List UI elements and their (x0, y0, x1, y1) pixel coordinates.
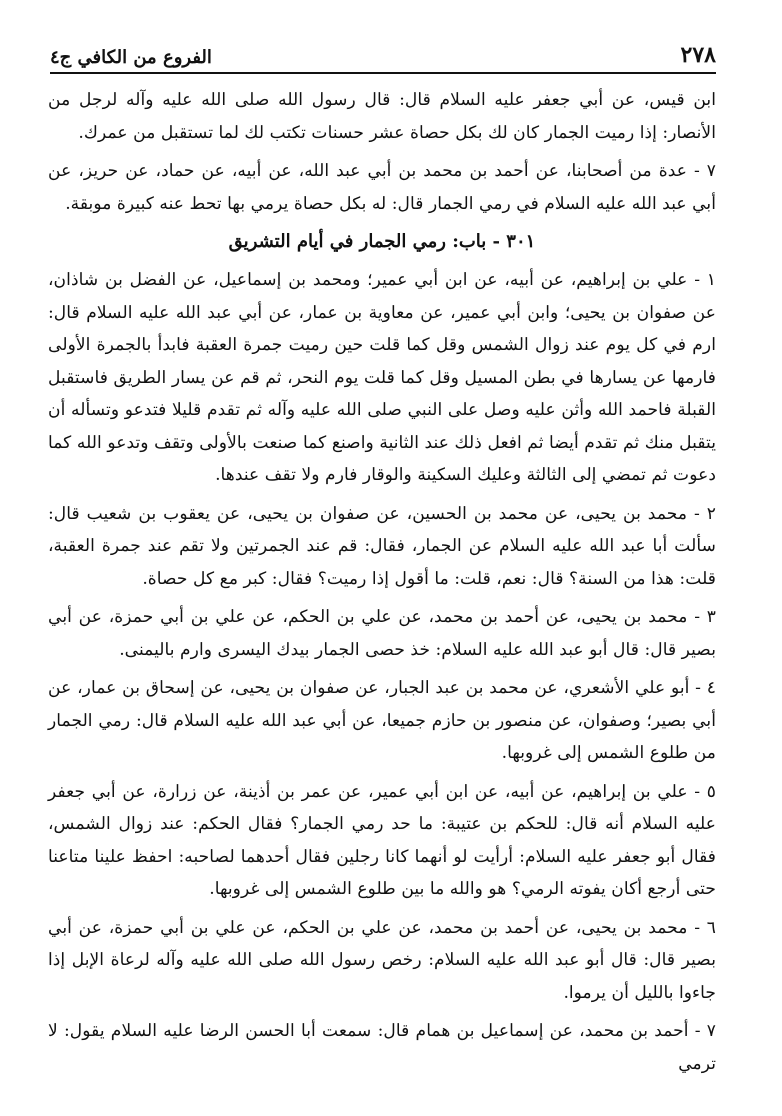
hadith-paragraph: ٤ - أبو علي الأشعري، عن محمد بن عبد الجبار، عن صفوان بن يحيى، عن إسحاق بن عمار، عن أبي بصير؛ وصفوان، عن منصور بن حازم جميعا، عن أبي عبد الله عليه السلام قال: رمي الجمار من طلوع الشمس إلى غروبها. (48, 678, 716, 763)
hadith-paragraph: ٧ - أحمد بن محمد، عن إسماعيل بن همام قال: سمعت أبا الحسن الرضا عليه السلام يقول: لا ترمي (48, 1021, 716, 1074)
hadith-paragraph: ٢ - محمد بن يحيى، عن محمد بن الحسين، عن صفوان بن يحيى، عن يعقوب بن شعيب قال: سألت أبا عبد الله عليه السلام عن الجمار، فقال: قم عند الجمرتين ولا تقم عند جمرة العقبة، قلت: هذا من السنة؟ قال: نعم، قلت: ما أقول إذا رميت؟ فقال: كبر مع كل حصاة. (48, 503, 716, 589)
running-title: الفروع من الكافي ج٤ (50, 47, 212, 68)
chapter-heading: ٣٠١ - باب: رمي الجمار في أيام التشريق (228, 231, 536, 252)
paragraph: ٧ - عدة من أصحابنا، عن أحمد بن محمد بن أبي عبد الله، عن أبيه، عن حماد، عن حريز، عن أبي عبد الله عليه السلام في رمي الجمار قال: له بكل حصاة يرمي بها تحط عنه كبيرة موبقة. (48, 161, 716, 214)
paragraph: ابن قيس، عن أبي جعفر عليه السلام قال: قال رسول الله صلى الله عليه وآله لرجل من الأنصار: إذا رميت الجمار كان لك بكل حصاة عشر حسنات تكتب لك لما تستقبل من عمرك. (48, 90, 716, 143)
hadith-paragraph: ٥ - علي بن إبراهيم، عن أبيه، عن ابن أبي عمير، عن عمر بن أذينة، عن زرارة، عن أبي جعفر عليه السلام أنه قال: للحكم بن عتيبة: ما حد رمي الجمار؟ فقال الحكم: عند زوال الشمس، فقال أبو جعفر عليه السلام: أرأيت لو أنهما كانا رجلين فقال أحدهما لصاحبه: احفظ علينا متاعنا حتى أرجع أكان يفوته الرمي؟ هو والله ما بين طلوع الشمس إلى غروبها. (48, 781, 716, 899)
page-number: ٢٧٨ (680, 42, 716, 68)
page-body (48, 84, 716, 1112)
header-divider (50, 72, 716, 74)
page-header (50, 40, 716, 68)
hadith-paragraph: ٣ - محمد بن يحيى، عن أحمد بن محمد، عن علي بن الحكم، عن علي بن أبي حمزة، عن أبي بصير قال: قال أبو عبد الله عليه السلام: خذ حصى الجمار بيدك اليسرى وارم باليمنى. (48, 607, 716, 660)
hadith-paragraph: ٦ - محمد بن يحيى، عن أحمد بن محمد، عن علي بن الحكم، عن علي بن أبي حمزة، عن أبي بصير قال: قال أبو عبد الله عليه السلام: رخص رسول الله صلى الله عليه وآله لرعاة الإبل إذا جاءوا بالليل أن يرموا. (48, 917, 716, 1003)
hadith-paragraph: ١ - علي بن إبراهيم، عن أبيه، عن ابن أبي عمير؛ ومحمد بن إسماعيل، عن الفضل بن شاذان، عن صفوان بن يحيى؛ وابن أبي عمير، عن معاوية بن عمار، عن أبي عبد الله عليه السلام قال: ارم في كل يوم عند زوال الشمس وقل كما قلت حين رميت جمرة العقبة فابدأ بالجمرة الأولى فارمها عن يسارها في بطن المسيل وقل كما قلت يوم النحر، ثم قم عن يسار الطريق فاستقبل القبلة فاحمد الله وأثن عليه وصل على النبي صلى الله عليه وآله ثم تقدم قليلا فتدعو وتسأله أن يتقبل منك ثم تقدم أيضا ثم افعل ذلك عند الثانية واصنع كما صنعت بالأولى وتقف وتدعو الله كما دعوت ثم تمضي إلى الثالثة وعليك السكينة والوقار فارم ولا تقف عندها. (48, 270, 716, 485)
